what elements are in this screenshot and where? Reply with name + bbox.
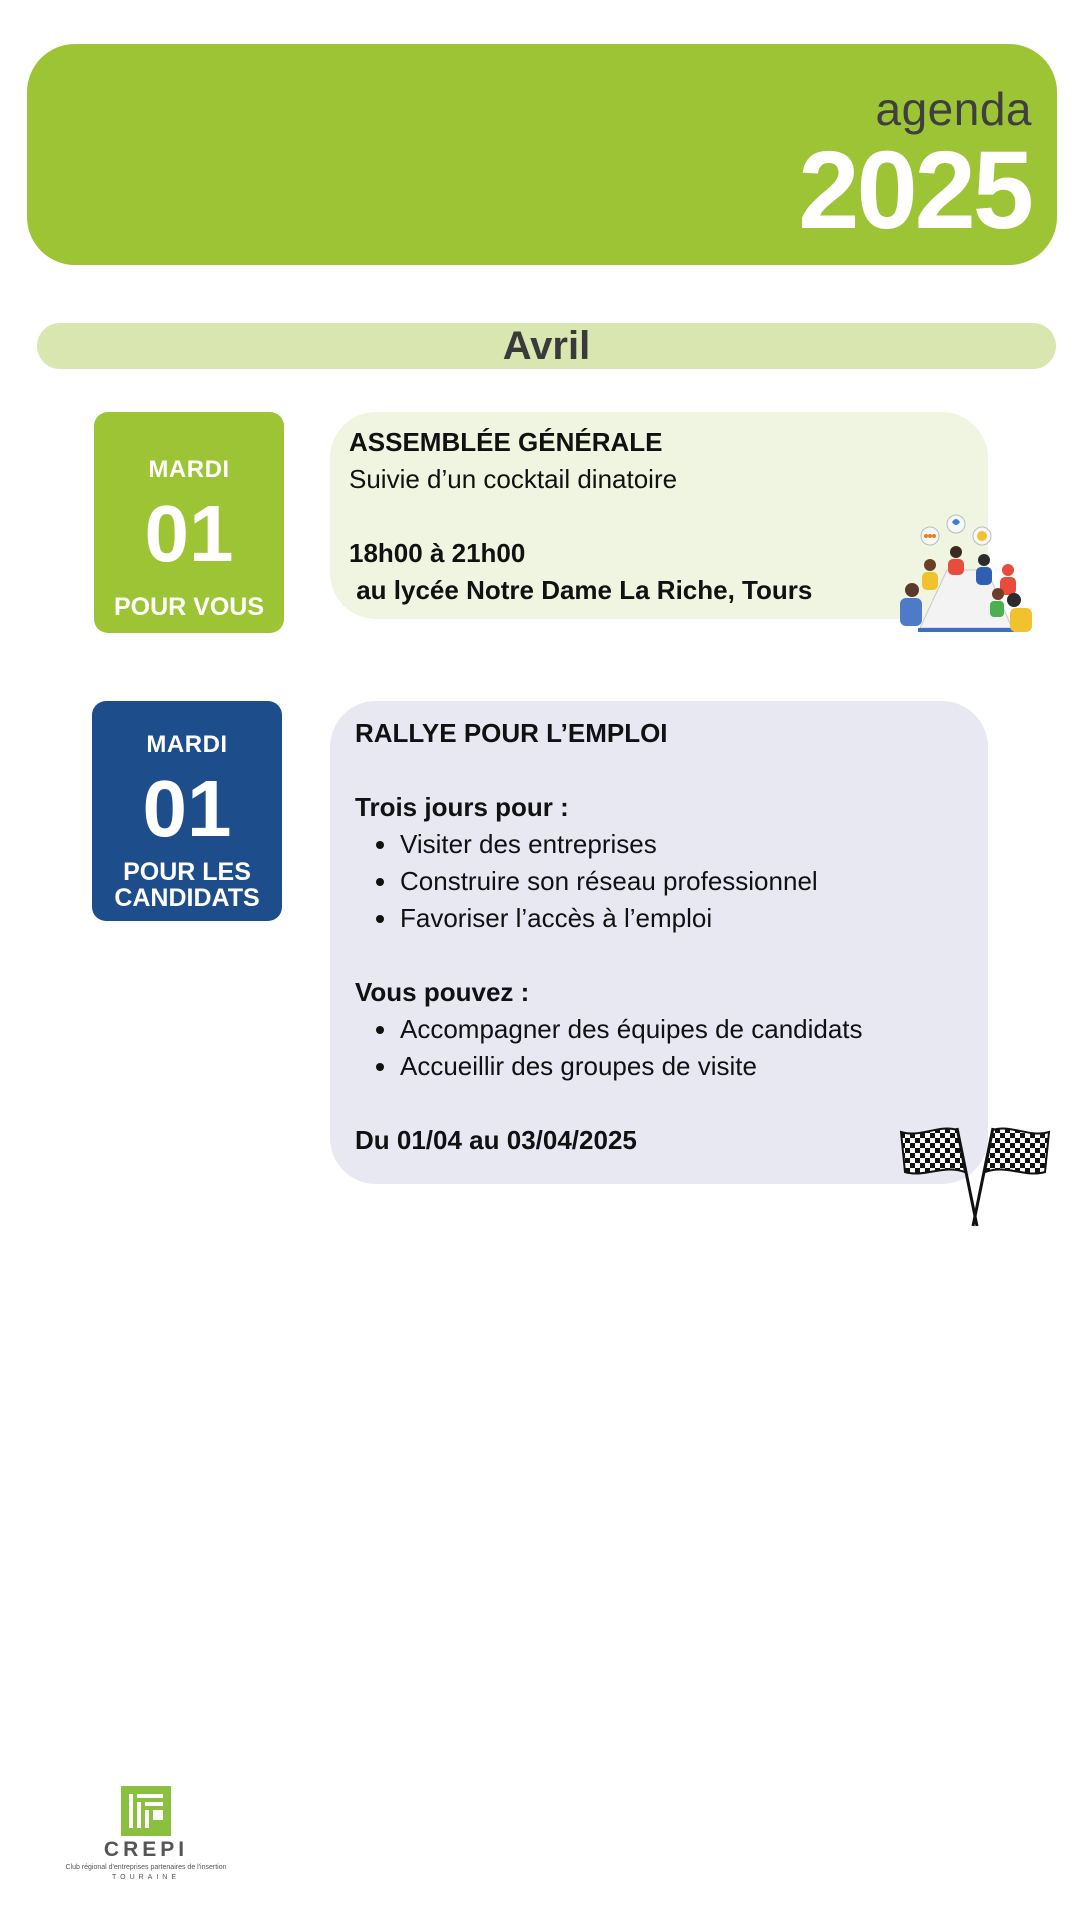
event-2-audience-line: POUR LES — [123, 858, 251, 886]
list-item: Accompagner des équipes de candidats — [355, 1011, 863, 1048]
crepi-logo — [56, 1786, 236, 1886]
event-1-card — [330, 412, 988, 619]
event-2-audience-line: CANDIDATS — [114, 884, 260, 913]
event-2-weekday: MARDI — [146, 731, 228, 758]
event-2-title: RALLYE POUR L’EMPLOI — [355, 718, 668, 748]
event-2-date-badge — [92, 701, 282, 921]
month-bar — [37, 323, 1056, 369]
header-agenda-label: agenda — [875, 83, 1032, 135]
event-2-audience — [114, 859, 259, 912]
event-1-details — [349, 424, 812, 609]
checkered-flags-icon — [895, 1118, 1055, 1228]
crepi-logo-icon — [121, 1786, 171, 1836]
event-2-details — [355, 715, 863, 1159]
event-2-section1-heading: Trois jours pour : — [355, 792, 569, 822]
list-item: Favoriser l’accès à l’emploi — [355, 900, 863, 937]
meeting-table-icon — [892, 510, 1042, 640]
event-2-day: 01 — [142, 764, 232, 853]
event-1-weekday: MARDI — [148, 456, 230, 483]
event-2-dates: Du 01/04 au 03/04/2025 — [355, 1125, 637, 1155]
list-item: Construire son réseau professionnel — [355, 863, 863, 900]
event-1-date-badge — [94, 412, 284, 633]
event-1-subtitle: Suivie d’un cocktail dinatoire — [349, 464, 678, 494]
event-1-audience: POUR VOUS — [113, 593, 265, 621]
logo-name: CREPI — [103, 1838, 189, 1861]
logo-region: TOURAINE — [111, 1874, 181, 1881]
event-1-location: au lycée Notre Dame La Riche, Tours — [349, 575, 813, 605]
event-1-day: 01 — [144, 489, 234, 578]
agenda-header — [27, 44, 1057, 265]
list-item: Accueillir des groupes de visite — [355, 1048, 863, 1085]
event-2-section2-heading: Vous pouvez : — [355, 977, 530, 1007]
logo-tagline: Club régional d'entreprises partenaires de l'insertion — [65, 1864, 227, 1871]
header-year: 2025 — [798, 129, 1031, 252]
event-2-card — [330, 701, 988, 1184]
event-1-title: ASSEMBLÉE GÉNÉRALE — [349, 427, 663, 457]
month-label: Avril — [502, 323, 591, 368]
event-1-time: 18h00 à 21h00 — [349, 538, 526, 568]
list-item: Visiter des entreprises — [355, 826, 863, 863]
